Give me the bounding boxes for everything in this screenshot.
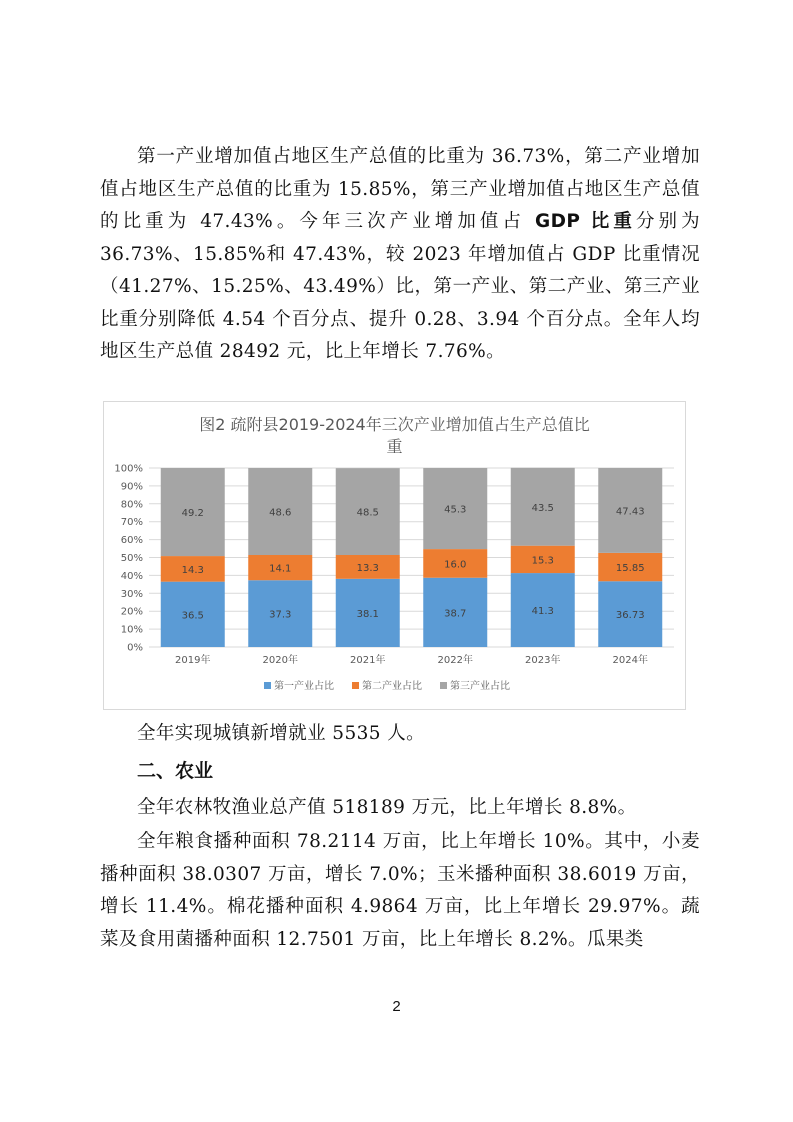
legend-swatch	[440, 682, 447, 689]
legend-label: 第二产业占比	[362, 681, 422, 692]
data-label: 37.3	[269, 609, 292, 621]
data-label: 36.73	[615, 610, 645, 622]
gdp-structure-text-b: 分别为 36.73%、15.85%和 47.43%，较 2023 年增加值占 GDP 比重情况（41.27%、15.25%、43.49%）比，第一产业、第二产业、第三产业比重分别降低 4.54 个百分点、提升 0.28、3.94 个百分点。全年人均地区生产总值 28492 元，比上年增长 7.76%。	[100, 211, 700, 362]
section-heading-agriculture: 二、农业	[137, 760, 214, 782]
y-tick-label: 70%	[120, 517, 143, 529]
page-number: 2	[392, 998, 401, 1015]
industry-share-chart	[103, 401, 686, 710]
data-label: 48.6	[269, 507, 292, 519]
x-tick-label: 2023年	[525, 655, 561, 666]
y-tick-label: 60%	[120, 535, 143, 547]
x-tick-label: 2020年	[262, 655, 298, 666]
y-tick-label: 0%	[127, 642, 143, 654]
paragraph-agri-output: 全年农林牧渔业总产值 518189 万元，比上年增长 8.8%。	[137, 797, 637, 818]
legend-label: 第三产业占比	[450, 681, 510, 692]
data-label: 49.2	[181, 508, 204, 520]
paragraph-gdp-structure	[100, 141, 700, 369]
x-tick-label: 2021年	[350, 655, 386, 666]
legend-swatch	[352, 682, 359, 689]
y-tick-label: 10%	[120, 624, 143, 636]
y-tick-label: 30%	[120, 588, 143, 600]
gdp-structure-text-a: 第一产业增加值占地区生产总值的比重为 36.73%，第二产业增加值占地区生产总值的比重为 15.85%，第三产业增加值占地区生产总值的比重为 47.43%。今年三次产业增加值占	[100, 146, 700, 232]
data-label: 16.0	[444, 559, 467, 571]
data-label: 15.3	[531, 555, 554, 567]
y-tick-label: 100%	[114, 463, 143, 475]
x-tick-label: 2022年	[437, 655, 473, 666]
gdp-ratio-bold: GDP 比重	[535, 211, 636, 232]
y-tick-label: 80%	[120, 499, 143, 511]
data-label: 41.3	[531, 606, 554, 618]
y-tick-label: 90%	[120, 481, 143, 493]
chart-title-line2: 重	[386, 437, 403, 456]
data-label: 38.1	[356, 608, 379, 620]
chart-title-line1: 图2 疏附县2019-2024年三次产业增加值占生产总值比	[199, 415, 590, 434]
data-label: 15.85	[615, 563, 645, 575]
data-label: 38.7	[444, 608, 467, 620]
x-tick-label: 2019年	[175, 655, 211, 666]
data-label: 45.3	[444, 504, 467, 516]
y-tick-label: 20%	[120, 606, 143, 618]
legend-swatch	[264, 682, 271, 689]
y-tick-label: 40%	[120, 570, 143, 582]
paragraph-sowing-area: 全年粮食播种面积 78.2114 万亩，比上年增长 10%。其中，小麦播种面积 38.0307 万亩，增长 7.0%；玉米播种面积 38.6019 万亩，增长 11.4%。棉花播种面积 4.9864 万亩，比上年增长 29.97%。蔬菜及食用菌播种面积 12.7501 万亩，比上年增长 8.2%。瓜果类	[100, 831, 700, 950]
data-label: 36.5	[181, 610, 204, 622]
data-label: 14.1	[269, 563, 292, 575]
x-tick-label: 2024年	[612, 655, 648, 666]
data-label: 14.3	[181, 564, 204, 576]
data-label: 13.3	[356, 562, 379, 574]
paragraph-employment: 全年实现城镇新增就业 5535 人。	[137, 723, 426, 744]
y-tick-label: 50%	[120, 553, 143, 564]
legend-label: 第一产业占比	[274, 681, 334, 692]
data-label: 47.43	[615, 506, 645, 518]
chart-plot	[104, 402, 685, 709]
data-label: 48.5	[356, 507, 379, 519]
data-label: 43.5	[531, 502, 554, 514]
